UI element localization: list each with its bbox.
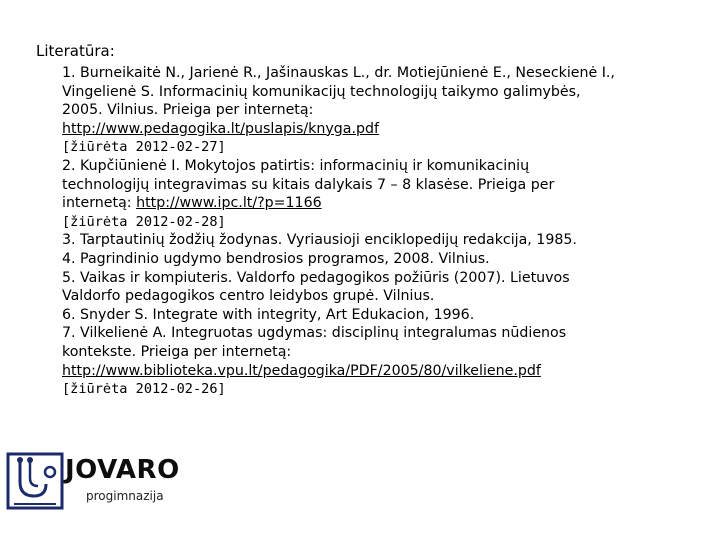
reference-text: 2. Kupčiūnienė I. Mokytojos patirtis: informacinių ir komunikacinių <box>62 157 530 174</box>
reference-line <box>62 120 702 139</box>
reference-line <box>62 343 702 362</box>
reference-line <box>62 287 702 306</box>
reference-text: 6. Snyder S. Integrate with integrity, Art Edukacion, 1996. <box>62 306 475 323</box>
reference-text: kontekste. Prieiga per internetą: <box>62 343 292 360</box>
reference-text: Valdorfo pedagogikos centro leidybos grupė. Vilnius. <box>62 288 435 305</box>
reference-text: Vingelienė S. Informacinių komunikacijų technologijų taikymo galimybės, <box>62 83 581 100</box>
accessed-date: [žiūrėta 2012-02-28] <box>62 213 226 230</box>
reference-line <box>62 269 702 288</box>
reference-line <box>62 157 702 176</box>
reference-text: 7. Vilkelienė A. Integruotas ugdymas: disciplinų integralumas nūdienos <box>62 325 567 342</box>
reference-line <box>62 362 702 381</box>
accessed-date: [žiūrėta 2012-02-27] <box>62 139 226 156</box>
reference-link[interactable]: http://www.biblioteka.vpu.lt/pedagogika/PDF/2005/80/vilkeliene.pdf <box>62 362 541 379</box>
reference-text: 4. Pagrindinio ugdymo bendrosios programos, 2008. Vilnius. <box>62 250 490 267</box>
reference-line <box>62 306 702 325</box>
reference-line <box>62 231 702 250</box>
reference-link[interactable]: http://www.ipc.lt/?p=1166 <box>136 195 322 212</box>
reference-list <box>62 64 702 399</box>
reference-line <box>62 250 702 269</box>
reference-line <box>62 83 702 102</box>
reference-line <box>62 213 702 232</box>
logo-name: JOVARO <box>65 455 180 485</box>
logo-subtitle: progimnazija <box>86 489 164 503</box>
reference-line <box>62 380 702 399</box>
reference-line <box>62 101 702 120</box>
reference-line <box>62 64 702 83</box>
references-heading: Literatūra: <box>36 42 115 60</box>
reference-text: technologijų integravimas su kitais dalykais 7 – 8 klasėse. Prieiga per <box>62 176 555 193</box>
reference-text: internetą: <box>62 195 137 212</box>
accessed-date: [žiūrėta 2012-02-26] <box>62 381 226 398</box>
reference-line <box>62 138 702 157</box>
reference-line <box>62 324 702 343</box>
reference-text: 5. Vaikas ir kompiuteris. Valdorfo pedagogikos požiūris (2007). Lietuvos <box>62 269 570 286</box>
reference-line <box>62 176 702 195</box>
reference-link[interactable]: http://www.pedagogika.lt/puslapis/knyga.pdf <box>62 120 379 137</box>
reference-text: 2005. Vilnius. Prieiga per internetą: <box>62 102 314 119</box>
reference-text: 1. Burneikaitė N., Jarienė R., Jašinauskas L., dr. Motiejūnienė E., Neseckienė I., <box>62 65 615 81</box>
reference-text: 3. Tarptautinių žodžių žodynas. Vyriausioji enciklopedijų redakcija, 1985. <box>62 232 577 249</box>
reference-line <box>62 194 702 213</box>
